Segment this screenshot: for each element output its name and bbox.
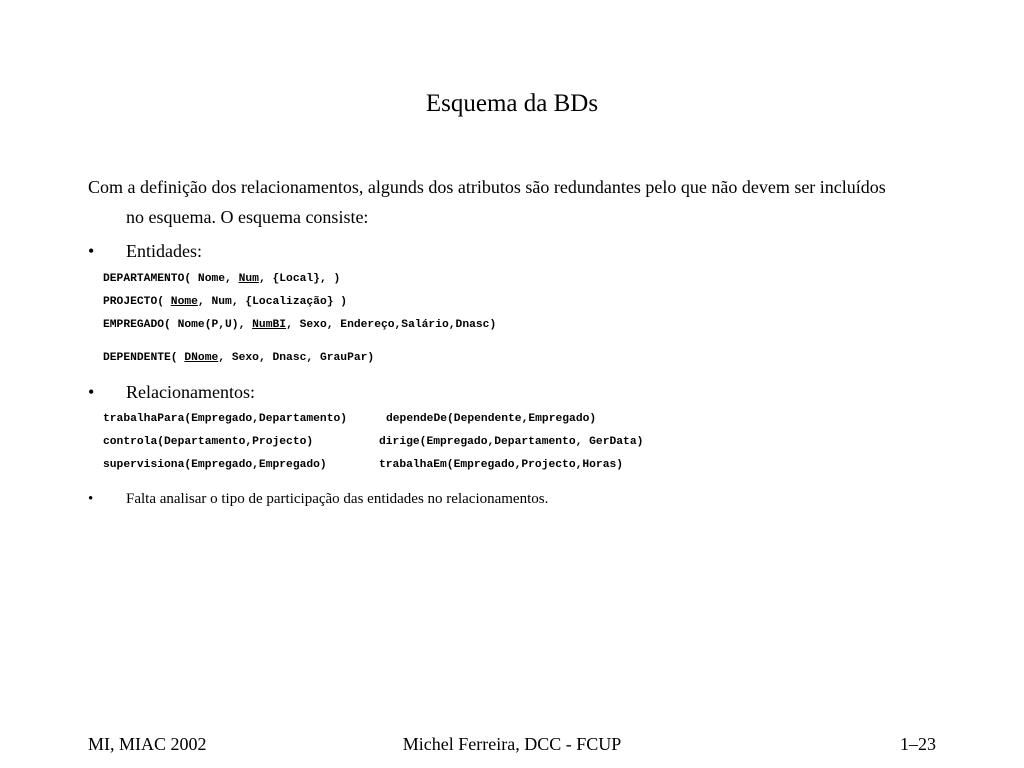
relationship-left: supervisiona(Empregado,Empregado) (103, 459, 327, 471)
footer-page-number: 1–23 (900, 734, 936, 754)
entity-text: , Num, {Localização} ) (197, 296, 348, 308)
relationship-row (103, 412, 347, 426)
entity-key: NumBI (252, 319, 287, 331)
footer-left: MI, MIAC 2002 (88, 734, 207, 754)
entity-text: DEPARTAMENTO( Nome, (103, 273, 239, 285)
entity-text: , {Local}, ) (258, 273, 341, 285)
entidades-heading: Entidades: (126, 241, 202, 261)
relationship-left: trabalhaPara(Empregado,Departamento) (103, 413, 348, 425)
relationship-row (379, 435, 643, 449)
relacionamentos-heading: Relacionamentos: (126, 382, 255, 402)
relationship-right: trabalhaEm(Empregado,Projecto,Horas) (379, 459, 624, 471)
relationship-right: dirige(Empregado,Departamento, GerData) (379, 436, 644, 448)
relationship-row (386, 412, 596, 426)
entity-line (103, 295, 347, 309)
footer-center: Michel Ferreira, DCC - FCUP (402, 734, 622, 754)
entity-text: PROJECTO( (103, 296, 171, 308)
entity-text: EMPREGADO( Nome(P,U), (103, 319, 253, 331)
relationship-row (379, 458, 623, 472)
relationship-right: dependeDe(Dependente,Empregado) (386, 413, 597, 425)
entity-text: DEPENDENTE( (103, 352, 185, 364)
entity-key: Nome (170, 296, 198, 308)
slide-title: Esquema da BDs (425, 90, 599, 117)
bullet-icon: • (88, 491, 94, 507)
relationship-row (103, 435, 313, 449)
bullet-icon: • (88, 241, 95, 261)
entity-line (103, 351, 374, 365)
relationship-left: controla(Departamento,Projecto) (103, 436, 314, 448)
intro-paragraph: Com a definição dos relacionamentos, algunds dos atributos são redundantes pelo que não devem ser incluídos no esquema. O esquema consiste: (88, 177, 886, 227)
entity-line (103, 318, 496, 332)
note-text: Falta analisar o tipo de participação das entidades no relacionamentos. (126, 491, 549, 507)
relationship-row (103, 458, 327, 472)
entity-key: Num (238, 273, 259, 285)
entity-text: , Sexo, Dnasc, GrauPar) (218, 352, 375, 364)
entity-text: , Sexo, Endereço,Salário,Dnasc) (286, 319, 497, 331)
entity-line (103, 272, 340, 286)
bullet-icon: • (88, 382, 95, 402)
entity-key: DNome (184, 352, 219, 364)
